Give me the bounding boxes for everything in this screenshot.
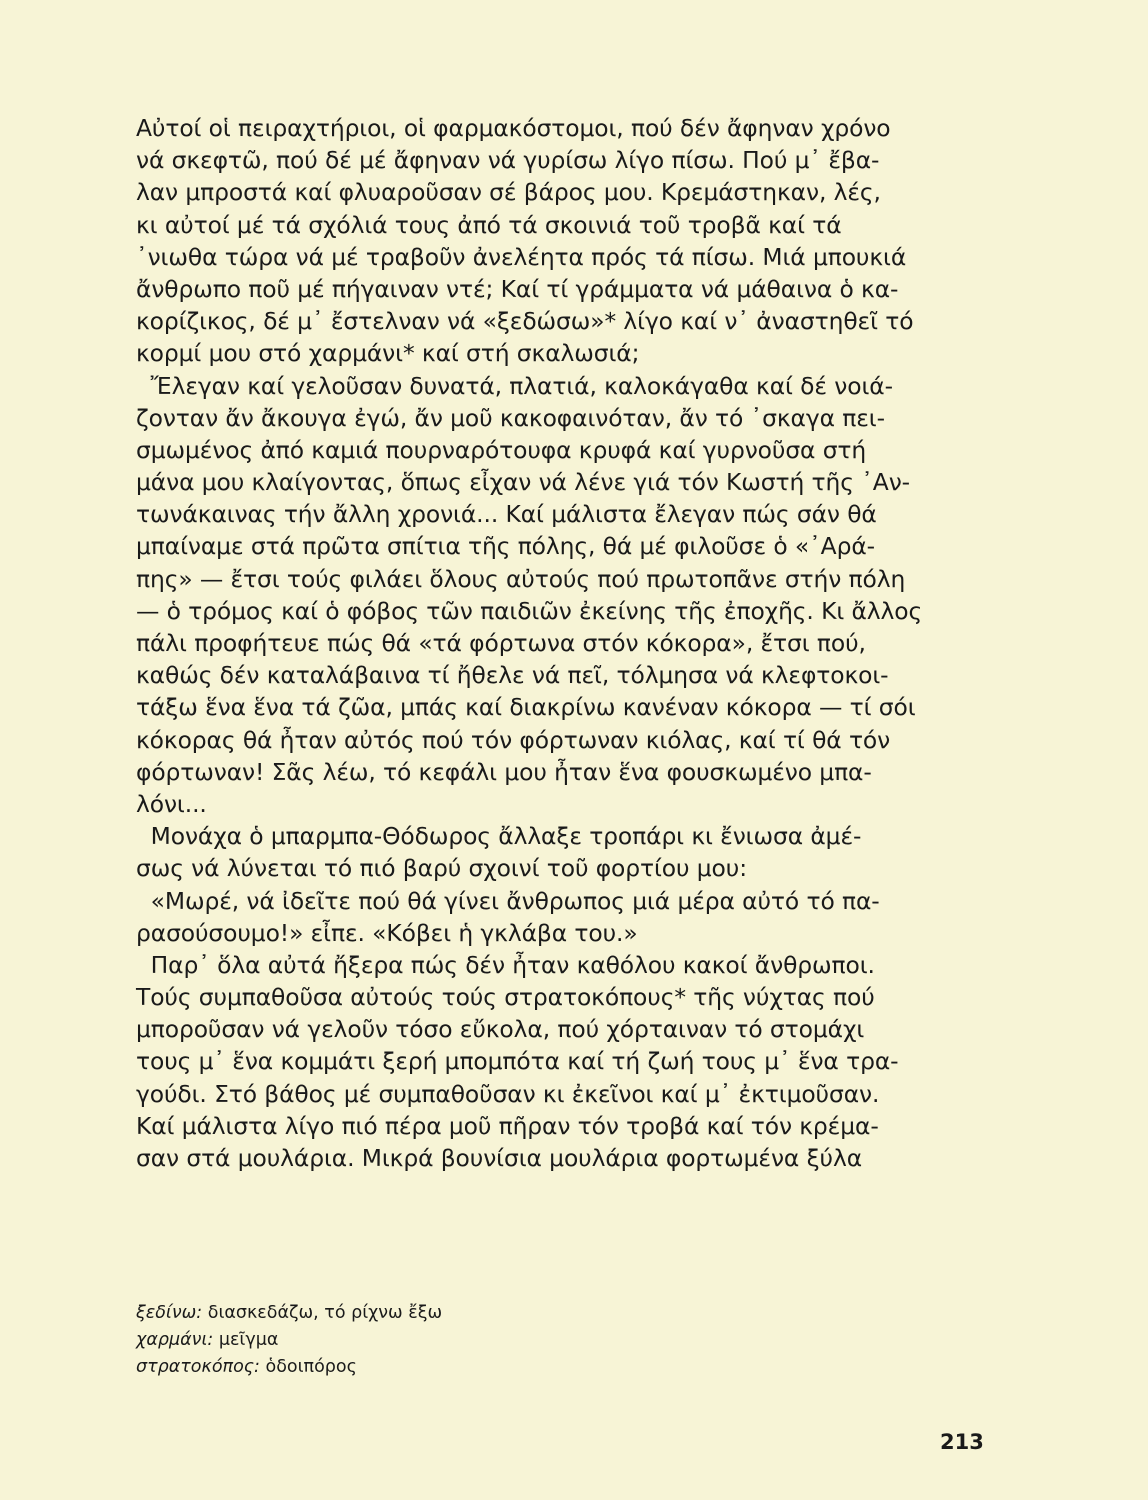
text-line: πης» — ἔτσι τούς φιλάει ὅλους αὐτούς πού πρωτοπᾶνε στήν πόλη [136,564,906,593]
text-line: κι αὐτοί μέ τά σχόλιά τους ἀπό τά σκοινιά τοῦ τροβᾶ καί τά [136,210,842,239]
body-text [136,112,986,1174]
text-line: κορμί μου στό χαρμάνι* καί στή σκαλωσιά; [136,339,640,368]
footnote-definition: διασκεδάζω, τό ρίχνω ἔξω [202,1303,443,1323]
text-line: Ἔλεγαν καί γελοῦσαν δυνατά, πλατιά, καλοκάγαθα καί δέ νοιά- [136,371,893,400]
text-line: τους μ᾽ ἕνα κομμάτι ξερή μπομπότα καί τή ζωή τους μ᾽ ἕνα τρα- [136,1047,899,1076]
text-line: σμωμένος ἀπό καμιά πουρναρότουφα κρυφά καί γυρνοῦσα στή [136,435,867,464]
footnotes [136,1300,736,1381]
text-line: μπαίναμε στά πρῶτα σπίτια τῆς πόλης, θά μέ φιλοῦσε ὁ «᾽Αρά- [136,532,875,561]
text-line: ᾽νιωθα τώρα νά μέ τραβοῦν ἀνελέητα πρός τά πίσω. Μιά μπουκιά [136,242,907,271]
text-line: σαν στά μουλάρια. Μικρά βουνίσια μουλάρια φορτωμένα ξύλα [136,1144,863,1172]
text-line: Τούς συμπαθοῦσα αὐτούς τούς στρατοκόπους* τῆς νύχτας πού [136,983,875,1012]
text-line: «Μωρέ, νά ἰδεῖτε πού θά γίνει ἄνθρωπος μιά μέρα αὐτό τό πα- [136,886,880,915]
text-line: Αὐτοί οἱ πειραχτήριοι, οἱ φαρμακόστομοι, πού δέν ἄφηναν χρόνο [136,114,891,142]
text-line: Μονάχα ὁ μπαρμπα-Θόδωρος ἄλλαξε τροπάρι κι ἔνιωσα ἀμέ- [136,822,862,851]
footnote-term: χαρμάνι: [136,1330,214,1350]
text-line: καθώς δέν καταλάβαινα τί ἤθελε νά πεῖ, τόλμησα νά κλεφτοκοι- [136,661,889,690]
text-line: τωνάκαινας τήν ἄλλη χρονιά... Καί μάλιστα ἔλεγαν πώς σάν θά [136,500,877,529]
page-number: 213 [940,1430,984,1454]
text-line: λαν μπροστά καί φλυαροῦσαν σέ βάρος μου. Κρεμάστηκαν, λές, [136,178,881,207]
text-line: κορίζικος, δέ μ᾽ ἔστελναν νά «ξεδώσω»* λίγο καί ν᾽ ἀναστηθεῖ τό [136,307,914,336]
text-line: φόρτωναν! Σᾶς λέω, τό κεφάλι μου ἦταν ἕνα φουσκωμένο μπα- [136,757,872,786]
footnote-term: ξεδίνω: [136,1303,203,1323]
text-line: γούδι. Στό βάθος μέ συμπαθοῦσαν κι ἐκεῖνοι καί μ᾽ ἐκτιμοῦσαν. [136,1079,880,1108]
footnote-term: στρατοκόπος: [136,1357,260,1377]
text-line: μποροῦσαν νά γελοῦν τόσο εὔκολα, πού χόρταιναν τό στομάχι [136,1015,865,1044]
footnote-definition: ὁδοιπόρος [259,1357,357,1377]
text-line: νά σκεφτῶ, πού δέ μέ ἄφηναν νά γυρίσω λίγο πίσω. Πού μ᾽ ἔβα- [136,146,880,175]
footnote [136,1354,736,1381]
text-line: πάλι προφήτευε πώς θά «τά φόρτωνα στόν κόκορα», ἔτσι πού, [136,629,866,657]
text-line: Παρ᾽ ὅλα αὐτά ἤξερα πώς δέν ἦταν καθόλου κακοί ἄνθρωποι. [136,950,875,979]
text-line: Καί μάλιστα λίγο πιό πέρα μοῦ πῆραν τόν τροβά καί τόν κρέμα- [136,1111,879,1140]
text-line: τάξω ἕνα ἕνα τά ζῶα, μπάς καί διακρίνω κανέναν κόκορα — τί σόι [136,693,916,722]
text-line: λόνι... [136,789,207,818]
footnote [136,1327,736,1354]
text-line: ἄνθρωπο ποῦ μέ πήγαιναν ντέ; Καί τί γράμματα νά μάθαινα ὁ κα- [136,274,899,303]
text-line: ζονταν ἄν ἄκουγα ἐγώ, ἄν μοῦ κακοφαινόταν, ἄν τό ᾽σκαγα πει- [136,403,885,432]
text-line: σως νά λύνεται τό πιό βαρύ σχοινί τοῦ φορτίου μου: [136,854,747,883]
footnote-definition: μεῖγμα [213,1330,279,1350]
footnote [136,1300,736,1327]
text-line: μάνα μου κλαίγοντας, ὅπως εἶχαν νά λένε γιά τόν Κωστή τῆς ᾽Αν- [136,468,911,497]
text-line: — ὁ τρόμος καί ὁ φόβος τῶν παιδιῶν ἐκείνης τῆς ἐποχῆς. Κι ἄλλος [136,596,923,625]
text-line: κόκορας θά ἦταν αὐτός πού τόν φόρτωναν κιόλας, καί τί θά τόν [136,725,891,754]
text-line: ρασούσουμο!» εἶπε. «Κόβει ἡ γκλάβα του.» [136,918,638,947]
